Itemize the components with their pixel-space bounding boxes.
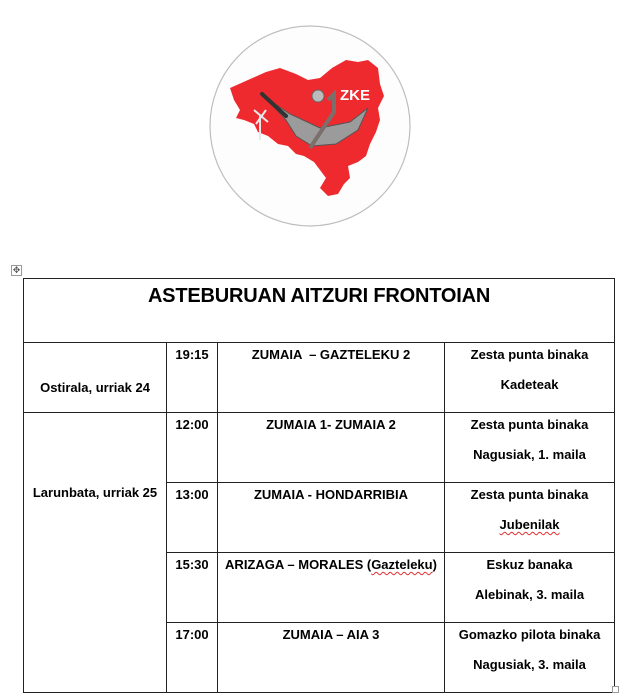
time-cell: 19:15 bbox=[167, 343, 218, 413]
category: Nagusiak, 1. maila bbox=[473, 447, 586, 462]
modality: Zesta punta binaka bbox=[470, 417, 589, 432]
table-row bbox=[24, 413, 615, 483]
teams-cell: ZUMAIA 1- ZUMAIA 2 bbox=[218, 413, 445, 483]
teams-cell: ZUMAIA - HONDARRIBIA bbox=[218, 483, 445, 553]
table-move-handle[interactable]: ✥ bbox=[12, 265, 21, 275]
table-row bbox=[24, 343, 615, 413]
day-cell: Larunbata, urriak 25 bbox=[24, 413, 167, 693]
modality: Eskuz banaka bbox=[486, 557, 573, 572]
time-cell: 12:00 bbox=[167, 413, 218, 483]
category: Jubenilak bbox=[499, 517, 560, 532]
modality: Zesta punta binaka bbox=[470, 347, 589, 362]
modality-cell bbox=[445, 343, 615, 413]
teams-cell bbox=[218, 553, 445, 623]
modality-cell bbox=[445, 623, 615, 693]
schedule-table bbox=[23, 278, 615, 693]
time-cell: 15:30 bbox=[167, 553, 218, 623]
category: Nagusiak, 3. maila bbox=[473, 657, 586, 672]
time-cell: 13:00 bbox=[167, 483, 218, 553]
teams-cell: ZUMAIA – GAZTELEKU 2 bbox=[218, 343, 445, 413]
modality-cell bbox=[445, 553, 615, 623]
modality-cell bbox=[445, 483, 615, 553]
modality: Zesta punta binaka bbox=[470, 487, 589, 502]
day-cell: Ostirala, urriak 24 bbox=[24, 343, 167, 413]
time-cell: 17:00 bbox=[167, 623, 218, 693]
svg-text:ZKE: ZKE bbox=[340, 87, 370, 104]
teams-text: ARIZAGA – MORALES ( bbox=[225, 557, 372, 572]
category: Alebinak, 3. maila bbox=[474, 587, 585, 602]
modality: Gomazko pilota binaka bbox=[458, 627, 601, 642]
table-title: ASTEBURUAN AITZURI FRONTOIAN bbox=[24, 279, 615, 343]
title-row bbox=[24, 279, 615, 343]
teams-cell: ZUMAIA – AIA 3 bbox=[218, 623, 445, 693]
category: Kadeteak bbox=[500, 377, 559, 392]
modality-cell bbox=[445, 413, 615, 483]
zke-logo bbox=[208, 24, 412, 228]
table-resize-handle[interactable] bbox=[612, 686, 619, 693]
misspelled-word: Gazteleku bbox=[371, 557, 433, 572]
teams-text: ) bbox=[432, 557, 437, 572]
